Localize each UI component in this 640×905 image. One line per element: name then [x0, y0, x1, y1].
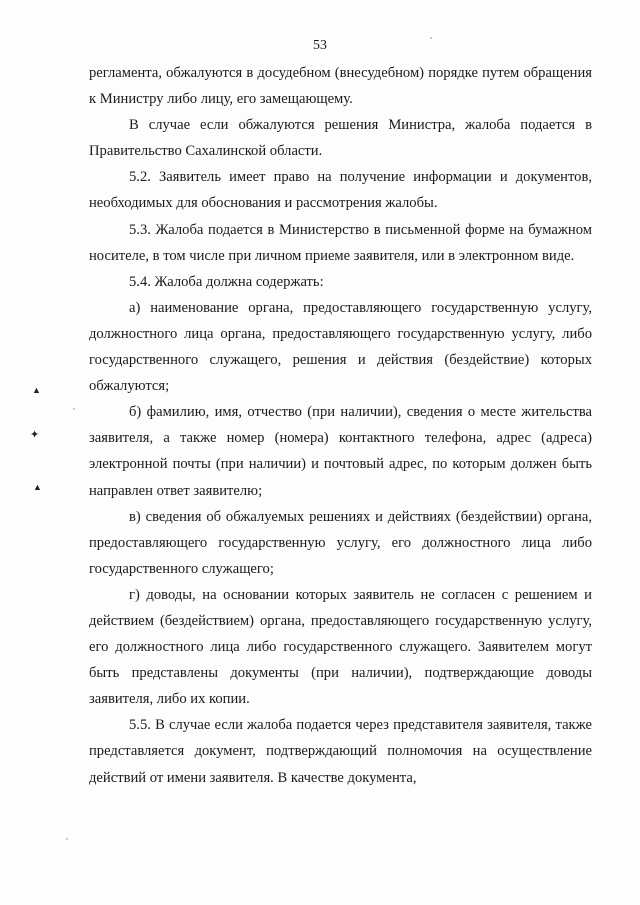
scan-speck [430, 37, 432, 39]
paragraph: 5.5. В случае если жалоба подается через представителя заявителя, также представляется документ, подтверждающий полномочия на осуществление действий от имени заявителя. В качестве документа, [89, 717, 592, 786]
paragraph: 5.3. Жалоба подается в Министерство в письменной форме на бумажном носителе, в том числе при личном приеме заявителя, или в электронном виде. [89, 221, 592, 264]
scan-speck [73, 408, 75, 410]
page-number: 53 [313, 38, 327, 53]
paragraph: г) доводы, на основании которых заявитель не согласен с решением и действием (бездействием) органа, предоставляющего государственную услугу, его должностного лица либо государственного служащего. Заявителем могут быть представлены документы (при наличии), подтверждающие доводы заявителя, либо их копии. [89, 586, 592, 708]
paragraph: В случае если обжалуются решения Министра, жалоба подается в Правительство Сахалинской области. [89, 117, 592, 160]
body-text [89, 60, 592, 791]
scan-mark: ▲ [32, 385, 41, 395]
paragraph: в) сведения об обжалуемых решениях и действиях (бездействии) органа, предоставляющего государственную услугу, его должностного лица либо государственного служащего; [89, 508, 592, 577]
scan-mark: ✦ [30, 429, 40, 441]
paragraph: регламента, обжалуются в досудебном (внесудебном) порядке путем обращения к Министру либо лицу, его замещающему. [89, 65, 592, 108]
scan-speck [66, 838, 68, 840]
paragraph: б) фамилию, имя, отчество (при наличии), сведения о месте жительства заявителя, а также номер (номера) контактного телефона, адрес (адреса) электронной почты (при наличии) и почтовый адрес, по которым должен быть направлен ответ заявителю; [89, 404, 592, 499]
paragraph: 5.2. Заявитель имеет право на получение информации и документов, необходимых для обоснования и рассмотрения жалобы. [89, 169, 592, 212]
paragraph: а) наименование органа, предоставляющего государственную услугу, должностного лица органа, предоставляющего государственную услугу, либо государственного служащего, решения и действия (бездействие) которых обжалуются; [89, 299, 592, 395]
scan-mark: ▲ [33, 482, 42, 492]
paragraph: 5.4. Жалоба должна содержать: [129, 273, 324, 290]
